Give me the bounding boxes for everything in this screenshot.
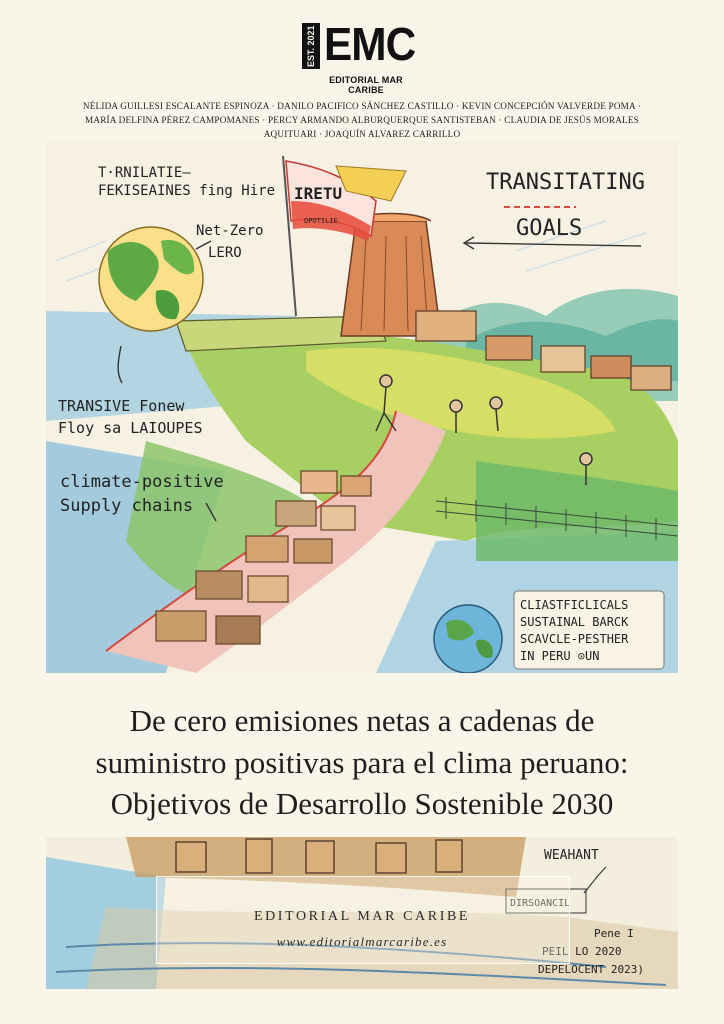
illustration-label: T·RNILATIE– [98, 165, 191, 181]
illustration-label: Net-Zero [196, 223, 264, 239]
illustration-label: PEIL LO 2020 [542, 945, 622, 958]
illustration-label: WEAHANT [544, 848, 599, 863]
publisher-logo [302, 18, 422, 95]
title-line: De cero emisiones netas a cadenas de [129, 703, 595, 738]
box-label: SCAVCLE-PESTHER [520, 632, 629, 646]
logo-subtitle: EDITORIAL MAR CARIBE [329, 75, 403, 95]
flag-sublabel: OPOTILIE [304, 217, 338, 225]
author-line: NÉLIDA GUILLESI ESCALANTE ESPINOZA · DANILO PACIFICO SÁNCHEZ CASTILLO · KEVIN CONCEPCIÓN VALVERDE POMA · [82, 101, 642, 111]
illustration-label: GOALS [516, 216, 583, 241]
illustration-label: LERO [208, 245, 242, 261]
title-line: Objetivos de Desarrollo Sostenible 2030 [110, 786, 614, 821]
publisher-url[interactable]: www.editorialmarcaribe.es [276, 934, 448, 949]
illustration-label: DEPELOCENT 2023) [538, 963, 644, 976]
illustration-label: TRANSITATING [486, 170, 645, 195]
illustration-label: FEKISEAINES fing Hire [98, 183, 276, 199]
author-line: MARÍA DELFINA PÉREZ CAMPOMANES · PERCY ARMANDO ALBURQUERQUE SANTISTEBAN · CLAUDIA DE JESÚS MORALES [85, 115, 639, 125]
author-list [50, 99, 674, 141]
box-label: SUSTAINAL BARCK [520, 615, 629, 629]
flag-label: IRETU [294, 184, 343, 203]
box-label: CLIASTFICLICALS [520, 598, 629, 612]
illustration-label: climate-positive [60, 472, 224, 492]
publisher-name: EDITORIAL MAR CARIBE [253, 909, 471, 924]
illustration-label: Floy sa LAIOUPES [58, 419, 203, 437]
box-label: IN PERU ⊙UN [520, 649, 600, 663]
book-title [40, 700, 684, 825]
illustration-label: Pene I [594, 927, 634, 940]
illustration-label: DIRSOANCIL [510, 898, 571, 909]
logo-est-label: EST. 2021 [302, 23, 320, 69]
title-line: suministro positivas para el clima peruano: [95, 744, 629, 780]
illustration-label: Supply chains [60, 496, 194, 516]
author-line: AQUITUARI · JOAQUÍN ALVAREZ CARRILLO [263, 129, 461, 139]
illustration-label: TRANSIVE Fonew [58, 397, 185, 415]
cover-illustration [46, 141, 678, 673]
logo-mark: EMC [324, 18, 416, 70]
